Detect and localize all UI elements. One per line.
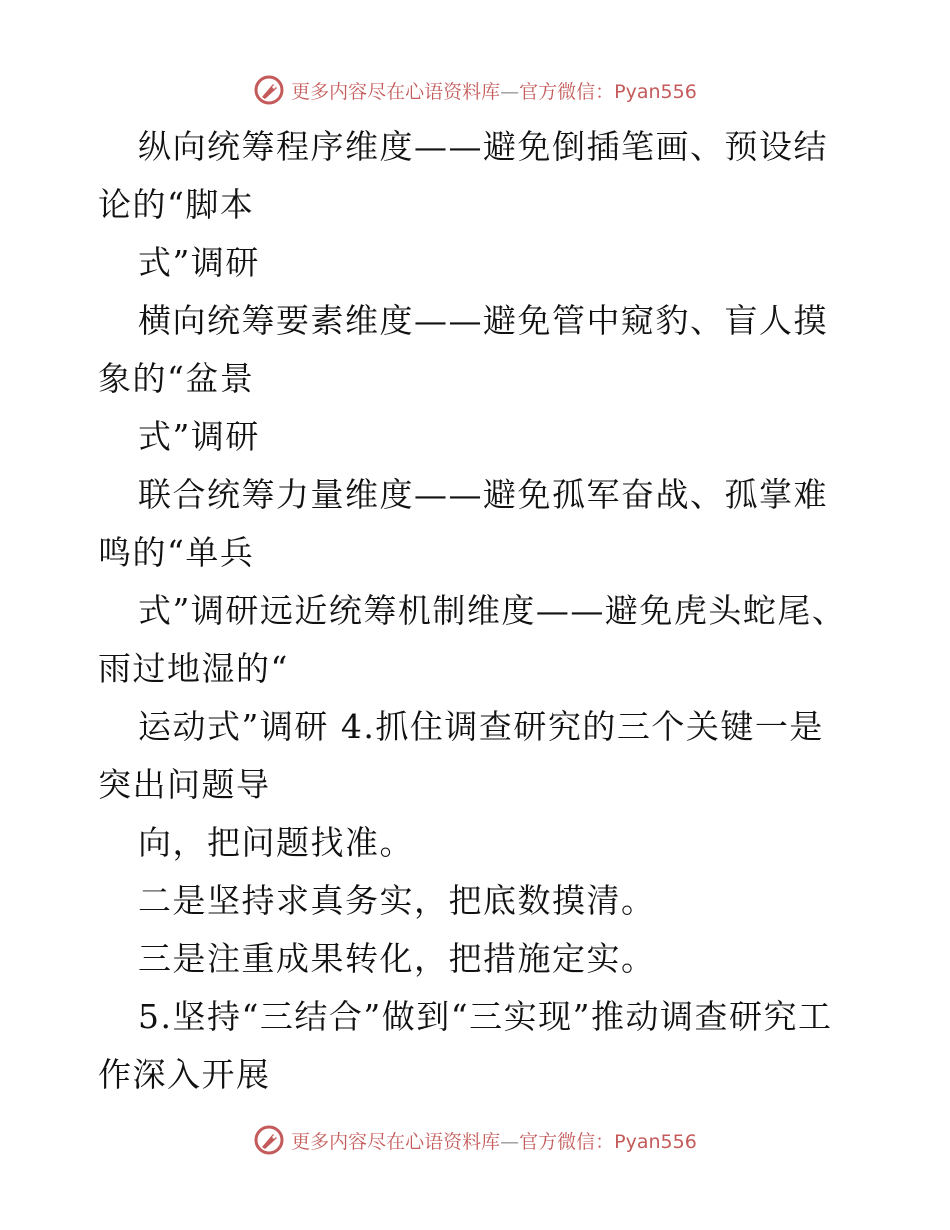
paragraph: 向，把问题找准。 <box>138 823 414 862</box>
paragraph: 5.坚持“三结合”做到“三实现”推动调查研究工作深入开展 <box>98 997 833 1094</box>
watermark-main: 更多内容尽在心语资料库 <box>291 1130 501 1153</box>
watermark-suffix: 官方微信：Pyan556 <box>519 1130 697 1153</box>
paragraph: 纵向统筹程序维度——避免倒插笔画、预设结论的“脚本 <box>98 127 828 224</box>
watermark-dash: — <box>500 80 520 103</box>
watermark-dash: — <box>500 1130 520 1153</box>
paragraph: 式”调研远近统筹机制维度——避免虎头蛇尾、雨过地湿的“ <box>98 591 847 688</box>
watermark-main: 更多内容尽在心语资料库 <box>291 80 501 103</box>
paragraph: 式”调研 <box>138 417 260 456</box>
document-body <box>98 118 858 1104</box>
pen-nib-seal-icon <box>253 1124 285 1156</box>
watermark-text <box>291 1127 697 1154</box>
paragraph: 联合统筹力量维度——避免孤军奋战、孤掌难鸣的“单兵 <box>98 475 828 572</box>
paragraph: 二是坚持求真务实，把底数摸清。 <box>138 881 656 920</box>
page-footer-watermark <box>0 1120 950 1160</box>
paragraph: 横向统筹要素维度——避免管中窥豹、盲人摸象的“盆景 <box>98 301 828 398</box>
page-header-watermark <box>0 70 950 110</box>
watermark-text <box>291 77 697 104</box>
paragraph: 式”调研 <box>138 243 260 282</box>
paragraph: 三是注重成果转化，把措施定实。 <box>138 939 656 978</box>
watermark-suffix: 官方微信：Pyan556 <box>519 80 697 103</box>
paragraph: 运动式”调研 4.抓住调查研究的三个关键一是突出问题导 <box>98 707 824 804</box>
pen-nib-seal-icon <box>253 74 285 106</box>
